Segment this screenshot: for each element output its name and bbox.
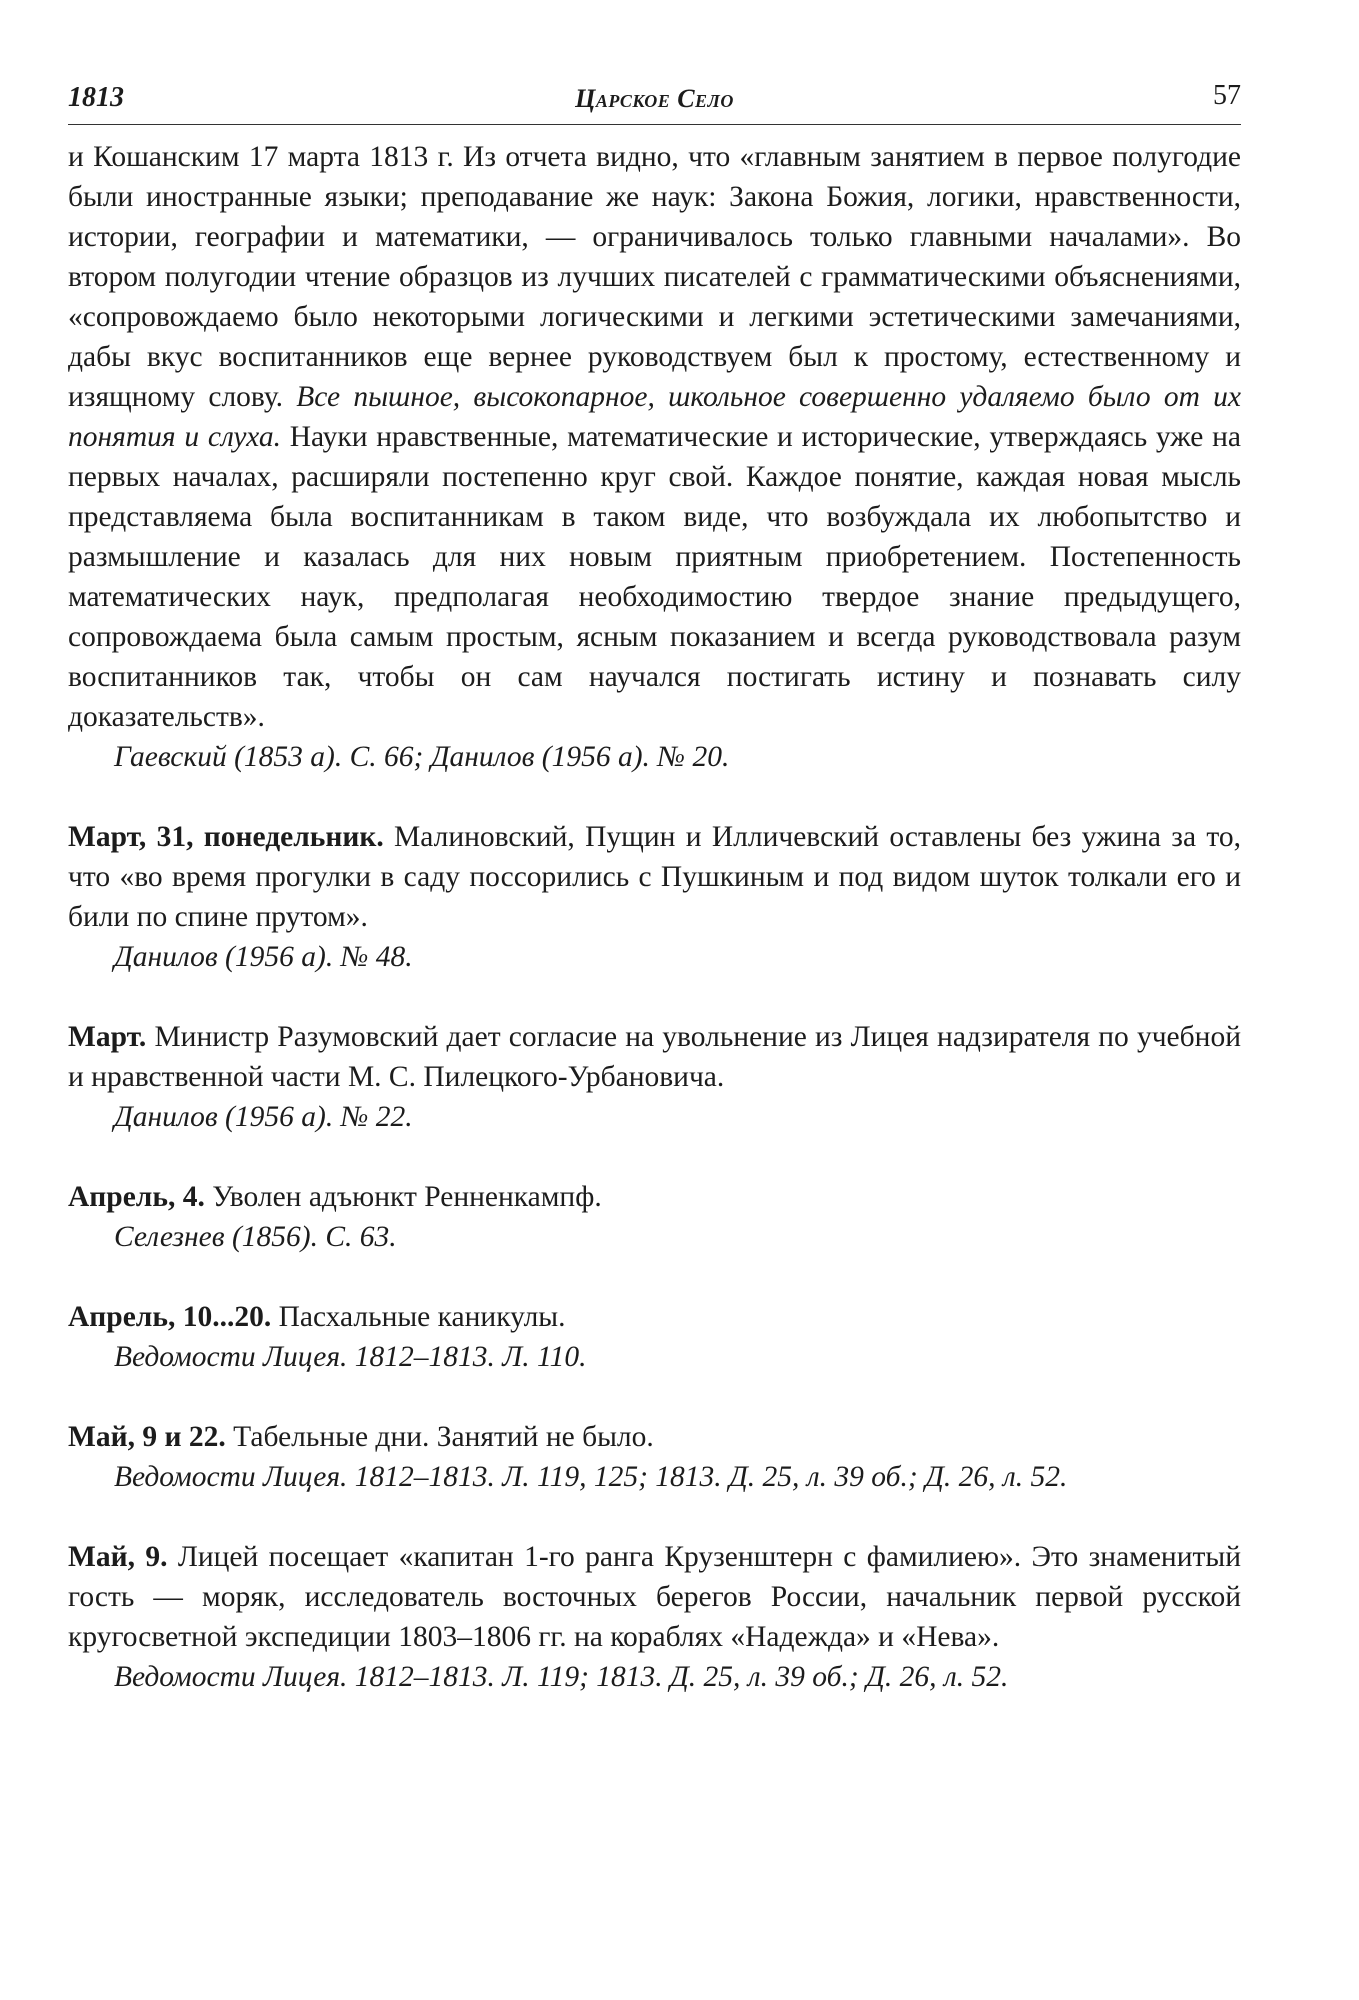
running-header — [68, 80, 1241, 125]
entry-date: Апрель, 4. — [68, 1181, 205, 1213]
page-body — [68, 137, 1241, 1697]
entry-date: Март. — [68, 1021, 147, 1053]
intro-text-2: Науки нравственные, математические и исторические, утверждаясь уже на первых началах, расширяли постепенно круг свой. Каждое понятие, каждая новая мысль представляема была воспитанникам в таком виде, что возбуждала их любопытство и размышление и казалась для них новым приятным приобретением. Постепенность математических наук, предполагая необходимостию твердое знание предыдущего, сопровождаема была самым простым, ясным показанием и всегда руководствовала разум воспитанников так, чтобы он сам научался постигать истину и познавать силу доказательств». — [68, 421, 1241, 733]
entry-march-31 — [68, 817, 1241, 977]
entry-text: Уволен адъюнкт Ренненкампф. — [204, 1181, 602, 1213]
intro-source: Гаевский (1853 а). С. 66; Данилов (1956 а). № 20. — [114, 741, 730, 773]
entry-source: Ведомости Лицея. 1812–1813. Л. 110. — [114, 1341, 587, 1373]
entry-date: Май, 9. — [68, 1541, 168, 1573]
intro-paragraph — [68, 137, 1241, 737]
entry-source: Селезнев (1856). С. 63. — [114, 1221, 397, 1253]
entry-text: Лицей посещает «капитан 1-го ранга Крузенштерн с фамилиею». Это знаменитый гость — моряк, исследователь восточных берегов России, начальник первой русской кругосветной экспедиции 1803–1806 гг. на кораблях «Надежда» и «Нева». — [68, 1541, 1242, 1653]
intro-text-1: и Кошанским 17 марта 1813 г. Из отчета видно, что «главным занятием в первое полугодие были иностранные языки; преподавание же наук: Закона Божия, логики, нравственности, истории, географии и математики, — ограничивалось только главными началами». Во втором полугодии чтение образцов из лучших писателей с грамматическими объяснениями, «сопровождаемо было некоторыми логическими и легкими эстетическими замечаниями, дабы вкус воспитанников еще вернее руководствуем был к простому, естественному и изящному слову. — [68, 141, 1241, 413]
entry-april-10-20 — [68, 1297, 1241, 1377]
page-number: 57 — [1213, 80, 1241, 111]
entry-text: Табельные дни. Занятий не было. — [225, 1421, 654, 1453]
entry-source: Ведомости Лицея. 1812–1813. Л. 119; 1813. Д. 25, л. 39 об.; Д. 26, л. 52. — [114, 1661, 1009, 1693]
entry-may-9-22 — [68, 1417, 1241, 1497]
header-title: Царское Село — [575, 84, 734, 113]
entry-april-4 — [68, 1177, 1241, 1257]
entry-source: Данилов (1956 а). № 22. — [114, 1101, 413, 1133]
entry-date: Март, 31, понедельник. — [68, 821, 384, 853]
entry-text: Малиновский, Пущин и Илличевский оставлены без ужина за то, что «во время прогулки в саду поссорились с Пушкиным и под видом шуток толкали его и били по спине прутом». — [68, 821, 1241, 933]
entry-text: Министр Разумовский дает согласие на увольнение из Лицея надзирателя по учебной и нравственной части М. С. Пилецкого-Урбановича. — [68, 1021, 1241, 1093]
entry-may-9 — [68, 1537, 1241, 1697]
entry-date: Май, 9 и 22. — [68, 1421, 226, 1453]
header-year: 1813 — [68, 82, 124, 113]
book-page — [68, 80, 1241, 1697]
entry-text: Пасхальные каникулы. — [271, 1301, 566, 1333]
entry-source: Данилов (1956 а). № 48. — [114, 941, 413, 973]
entry-source: Ведомости Лицея. 1812–1813. Л. 119, 125; 1813. Д. 25, л. 39 об.; Д. 26, л. 52. — [114, 1461, 1068, 1493]
intro-italic-quote: Все пышное, высокопарное, школьное совершенно удаляемо было от их понятия и слуха. — [68, 381, 1241, 453]
entry-date: Апрель, 10...20. — [68, 1301, 272, 1333]
entry-march — [68, 1017, 1241, 1137]
